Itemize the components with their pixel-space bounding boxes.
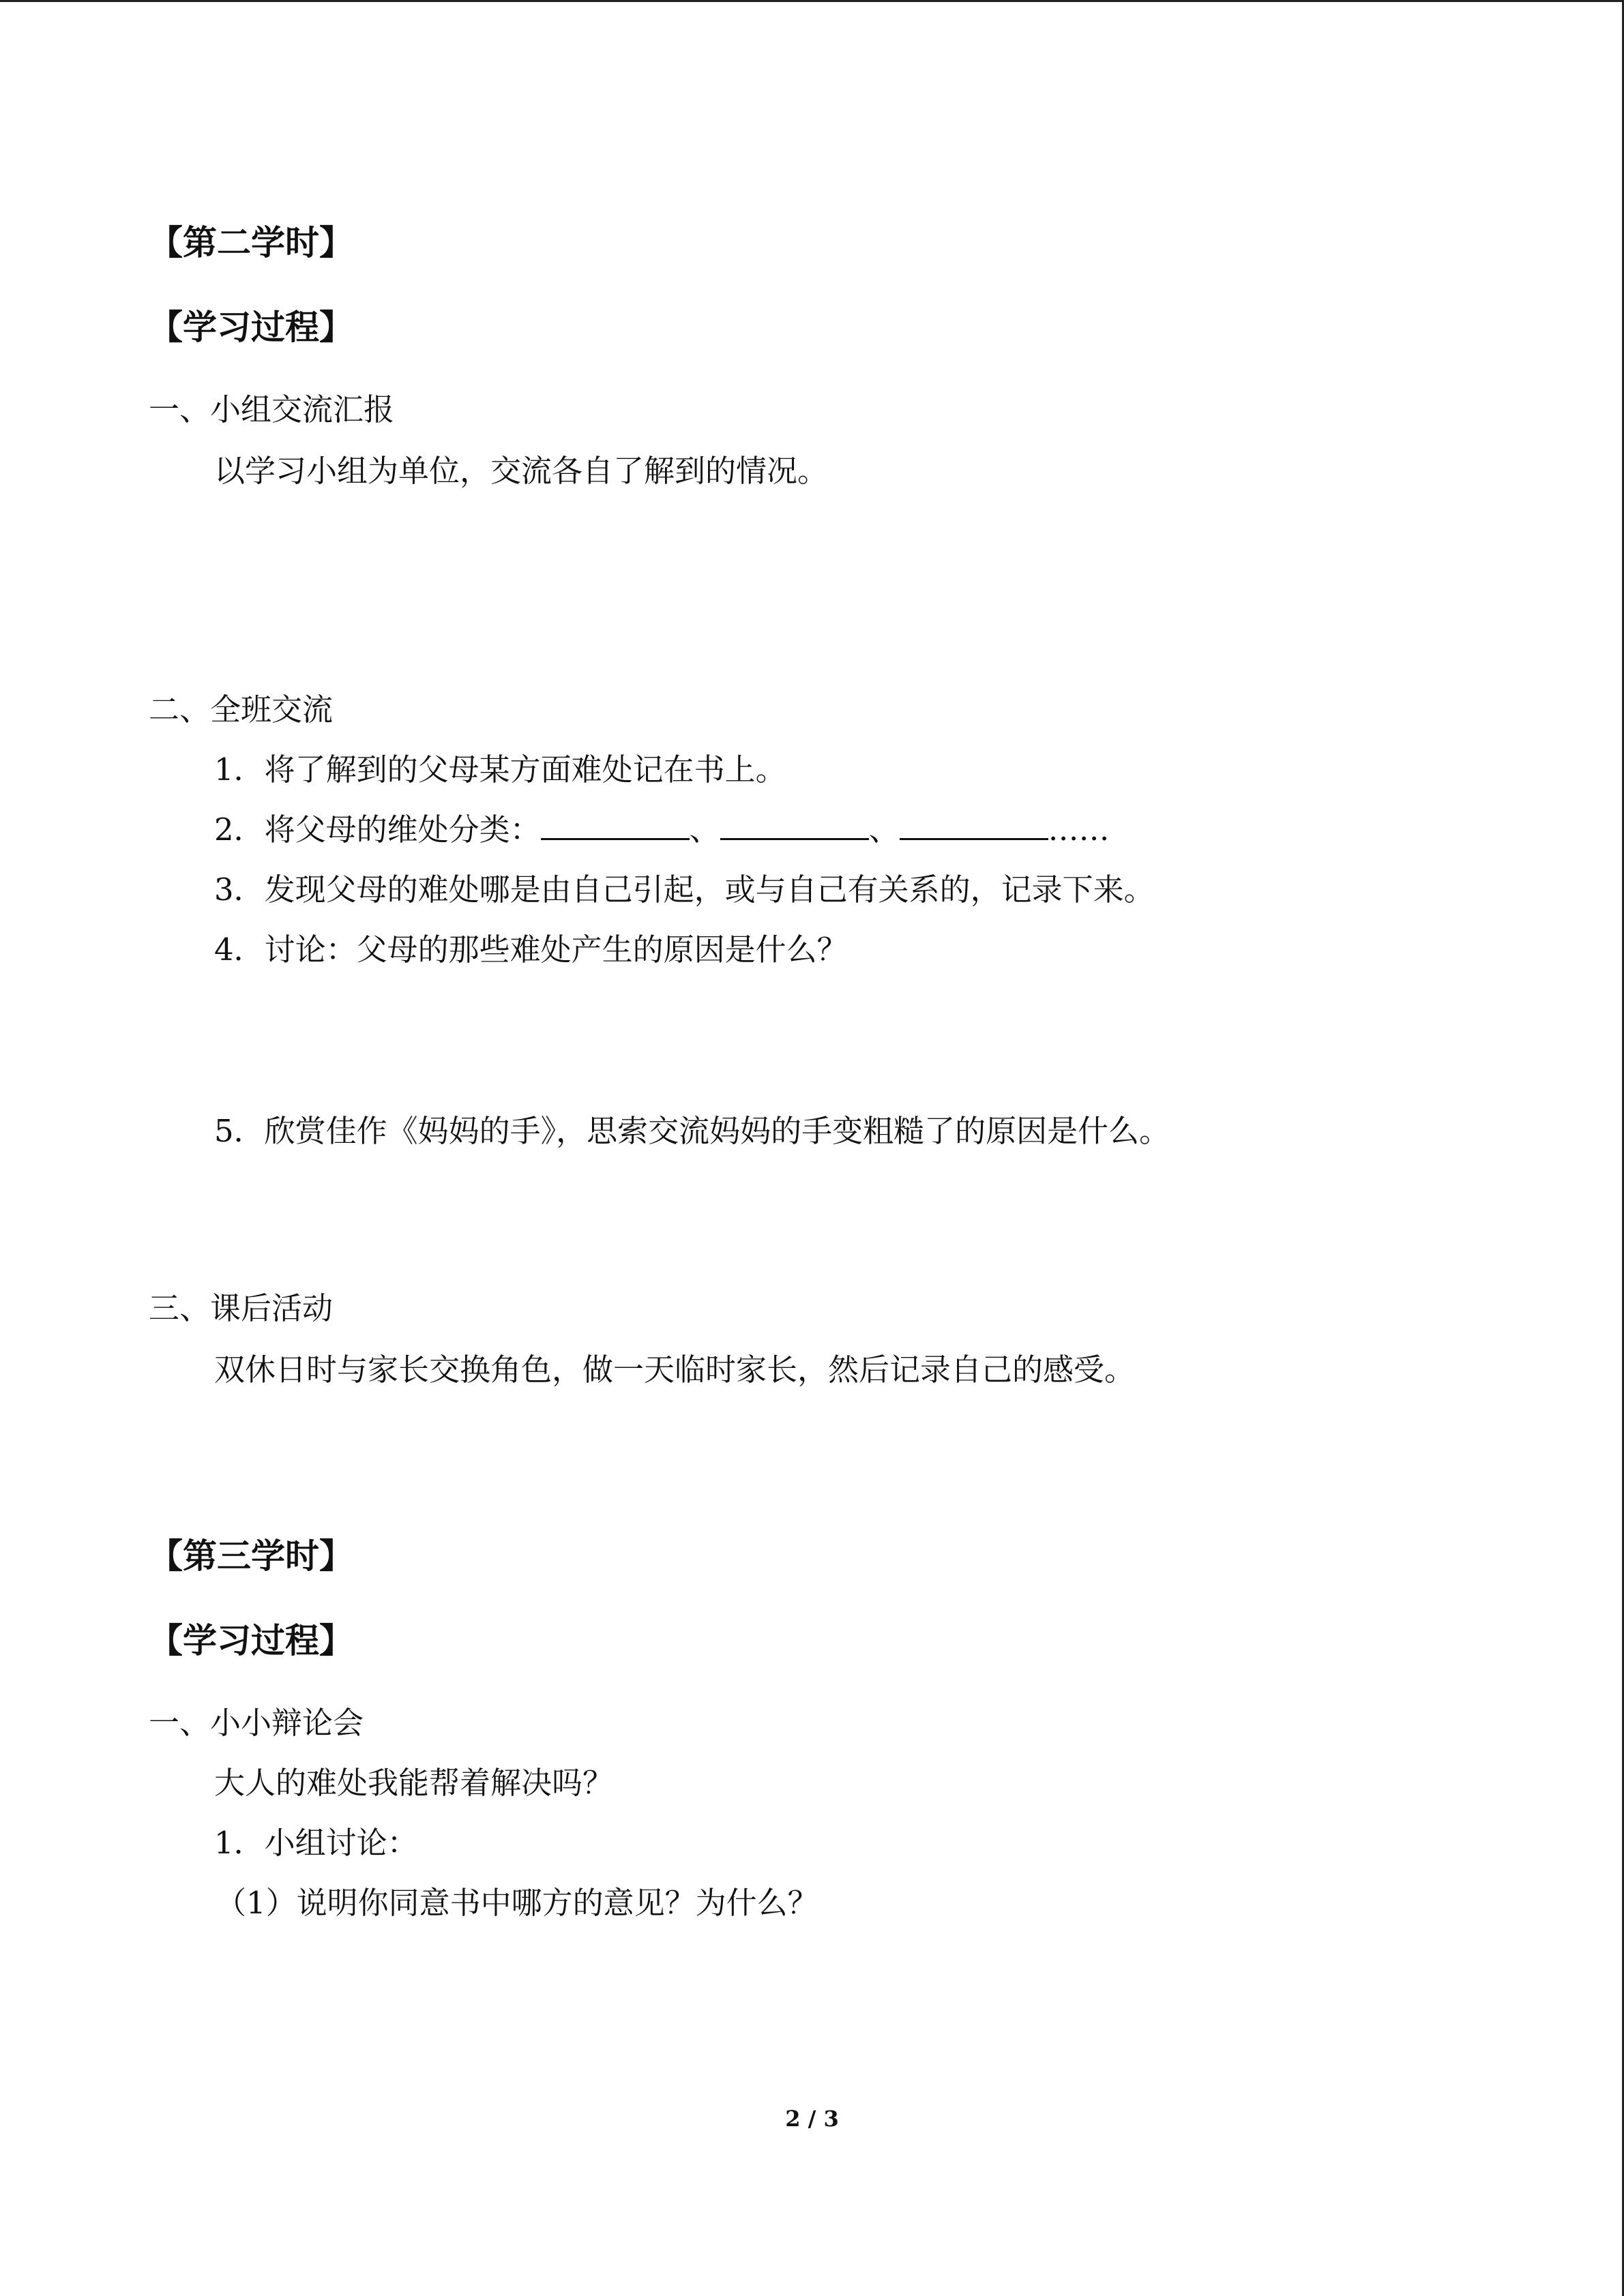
lesson2-title: 【第二学时】	[149, 222, 353, 263]
lesson3-section1-question: 大人的难处我能帮着解决吗？	[214, 1765, 614, 1801]
lesson3-section1-title: 一、小小辩论会	[149, 1705, 364, 1741]
lesson2-section2-item2	[214, 808, 1110, 852]
lesson2-section1-text: 以学习小组为单位，交流各自了解到的情况。	[214, 453, 829, 489]
lesson2-section1-title: 一、小组交流汇报	[149, 391, 395, 428]
page-number: 2 / 3	[785, 2106, 839, 2132]
lesson2-section2-item5: 5．欣赏佳作《妈妈的手》，思索交流妈妈的手变粗糙了的原因是什么。	[214, 1113, 1170, 1149]
item2-suffix: ……	[1048, 811, 1110, 848]
fill-blank-3	[900, 808, 1048, 840]
fill-blank-1	[541, 808, 690, 840]
lesson3-title: 【第三学时】	[149, 1536, 353, 1576]
lesson2-section2-item1: 1．将了解到的父母某方面难处记在书上。	[214, 751, 786, 788]
item2-separator-1: 、	[689, 811, 720, 848]
lesson2-section3-text: 双休日时与家长交换角色，做一天临时家长，然后记录自己的感受。	[214, 1352, 1136, 1388]
item2-prefix: 2．将父母的维处分类：	[214, 811, 541, 848]
lesson3-section1-sub1: （1）说明你同意书中哪方的意见？为什么？	[216, 1885, 818, 1921]
item2-separator-2: 、	[868, 811, 900, 848]
lesson2-section2-item4: 4．讨论：父母的那些难处产生的原因是什么？	[214, 931, 848, 968]
lesson2-process-title: 【学习过程】	[149, 307, 353, 347]
lesson2-section2-title: 二、全班交流	[149, 691, 334, 728]
lesson3-section1-item1: 1．小组讨论：	[214, 1825, 418, 1861]
lesson3-process-title: 【学习过程】	[149, 1620, 353, 1660]
fill-blank-2	[720, 808, 869, 840]
lesson2-section2-item3: 3．发现父母的难处哪是由自己引起，或与自己有关系的，记录下来。	[214, 871, 1155, 908]
lesson2-section3-title: 三、课后活动	[149, 1290, 334, 1326]
